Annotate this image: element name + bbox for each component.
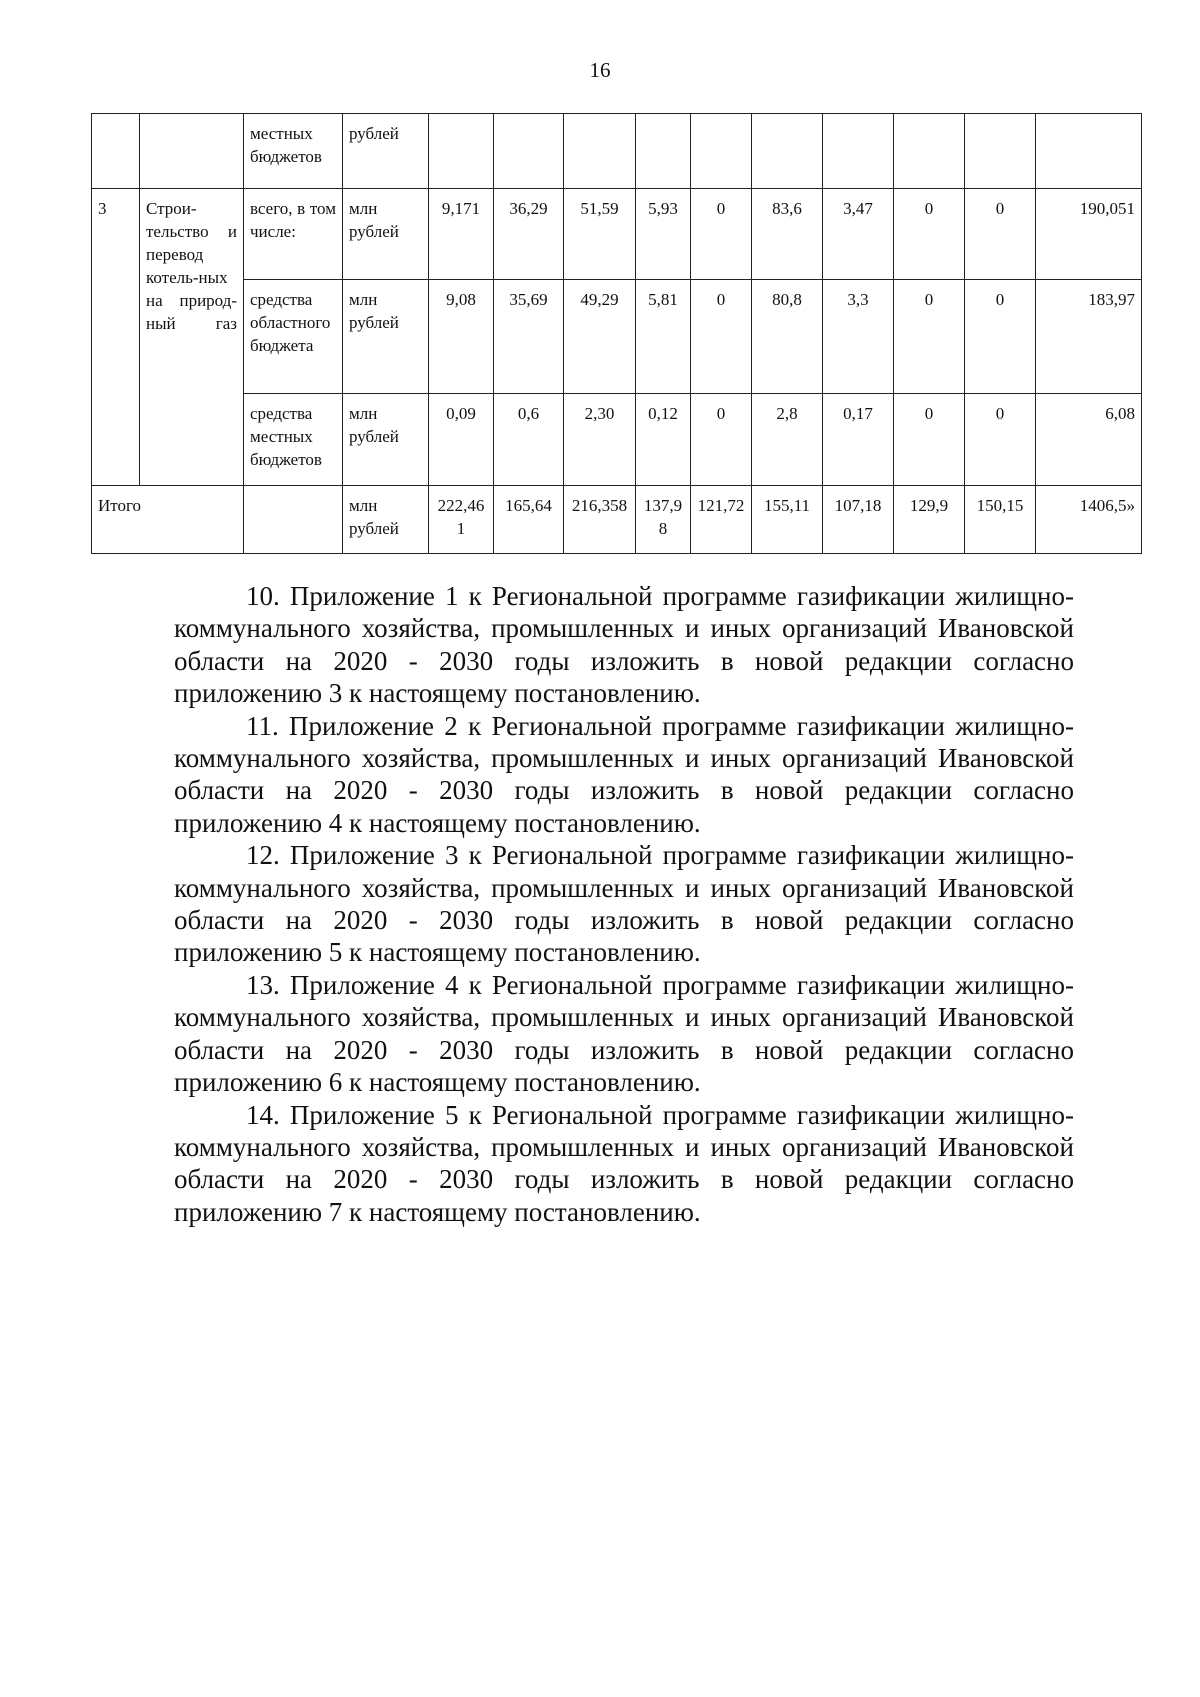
value-cell: 2,30 xyxy=(564,394,636,486)
table-row xyxy=(92,114,1142,189)
source-cell: средства местных бюджетов xyxy=(244,394,343,486)
source-cell: средства областного бюджета xyxy=(244,280,343,394)
item-name-cell: Строи-тельство и перевод котель-ных на природ-ный газ xyxy=(140,189,244,486)
total-value-cell: 121,72 xyxy=(691,486,752,554)
value-cell: 0 xyxy=(691,280,752,394)
total-label-cell: Итого xyxy=(92,486,244,554)
value-cell: 36,29 xyxy=(494,189,564,280)
table-row xyxy=(92,189,1142,280)
value-cell: 5,93 xyxy=(636,189,691,280)
value-cell: 9,171 xyxy=(429,189,494,280)
value-cell: 190,051 xyxy=(1036,189,1142,280)
paragraph-11: 11. Приложение 2 к Региональной программе газификации жилищно-коммунального хозяйства, промышленных и иных организаций Ивановской области на 2020 - 2030 годы изложить в новой редакции согласно приложению 4 к настоящему постановлению. xyxy=(174,710,1074,838)
table-row xyxy=(92,280,1142,394)
table-cell xyxy=(244,486,343,554)
value-cell: 80,8 xyxy=(752,280,823,394)
total-value-cell: 165,64 xyxy=(494,486,564,554)
value-cell: 0,12 xyxy=(636,394,691,486)
value-cell: 3,47 xyxy=(823,189,894,280)
value-cell: 0 xyxy=(965,280,1036,394)
total-value-cell: 216,358 xyxy=(564,486,636,554)
unit-cell: млн рублей xyxy=(343,486,429,554)
total-row xyxy=(92,486,1142,554)
total-value-cell: 150,15 xyxy=(965,486,1036,554)
value-cell: 0 xyxy=(894,280,965,394)
table-row xyxy=(92,394,1142,486)
value-cell: 0 xyxy=(894,189,965,280)
unit-cell: млн рублей xyxy=(343,280,429,394)
total-value-cell: 155,11 xyxy=(752,486,823,554)
body-text xyxy=(174,580,1074,1228)
value-cell: 0,09 xyxy=(429,394,494,486)
value-cell: 2,8 xyxy=(752,394,823,486)
unit-cell: млн рублей xyxy=(343,189,429,280)
value-cell: 35,69 xyxy=(494,280,564,394)
paragraph-13: 13. Приложение 4 к Региональной программе газификации жилищно-коммунального хозяйства, промышленных и иных организаций Ивановской области на 2020 - 2030 годы изложить в новой редакции согласно приложению 6 к настоящему постановлению. xyxy=(174,969,1074,1098)
source-cell: местных бюджетов xyxy=(244,114,343,189)
unit-cell: млн рублей xyxy=(343,394,429,486)
source-cell: всего, в том числе: xyxy=(244,189,343,280)
budget-table xyxy=(91,113,1142,554)
value-cell: 6,08 xyxy=(1036,394,1142,486)
table-cell xyxy=(140,114,244,189)
value-cell: 49,29 xyxy=(564,280,636,394)
value-cell: 0 xyxy=(894,394,965,486)
table-cell xyxy=(92,114,140,189)
total-value-cell: 137,98 xyxy=(636,486,691,554)
item-number-cell: 3 xyxy=(92,189,140,486)
value-cell: 5,81 xyxy=(636,280,691,394)
value-cell: 0 xyxy=(691,189,752,280)
paragraph-12: 12. Приложение 3 к Региональной программе газификации жилищно-коммунального хозяйства, промышленных и иных организаций Ивановской области на 2020 - 2030 годы изложить в новой редакции согласно приложению 5 к настоящему постановлению. xyxy=(174,840,1074,968)
unit-cell: рублей xyxy=(343,114,429,189)
value-cell: 0,17 xyxy=(823,394,894,486)
value-cell: 0 xyxy=(691,394,752,486)
total-value-cell: 222,461 xyxy=(429,486,494,554)
value-cell: 183,97 xyxy=(1036,280,1142,394)
value-cell: 83,6 xyxy=(752,189,823,280)
page-number: 16 xyxy=(589,58,611,82)
total-value-cell: 129,9 xyxy=(894,486,965,554)
value-cell: 0 xyxy=(965,189,1036,280)
value-cell: 0,6 xyxy=(494,394,564,486)
value-cell: 51,59 xyxy=(564,189,636,280)
value-cell: 3,3 xyxy=(823,280,894,394)
value-cell: 9,08 xyxy=(429,280,494,394)
total-value-cell: 107,18 xyxy=(823,486,894,554)
total-value-cell: 1406,5» xyxy=(1036,486,1142,554)
paragraph-10: 10. Приложение 1 к Региональной программе газификации жилищно-коммунального хозяйства, промышленных и иных организаций Ивановской области на 2020 - 2030 годы изложить в новой редакции согласно приложению 3 к настоящему постановлению. xyxy=(174,581,1074,709)
value-cell: 0 xyxy=(965,394,1036,486)
paragraph-14: 14. Приложение 5 к Региональной программе газификации жилищно-коммунального хозяйства, промышленных и иных организаций Ивановской области на 2020 - 2030 годы изложить в новой редакции согласно приложению 7 к настоящему постановлению. xyxy=(174,1099,1074,1227)
